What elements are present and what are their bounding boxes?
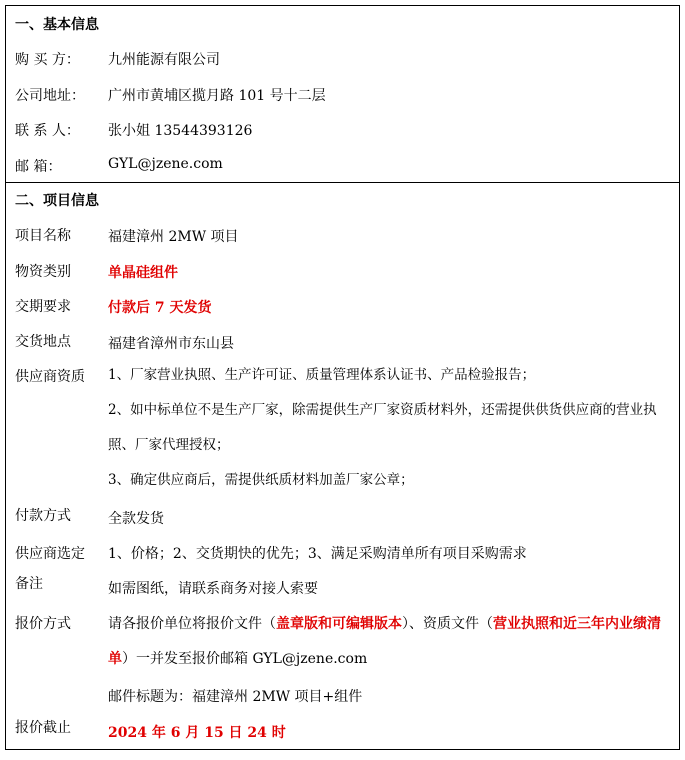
delivery-place-label: 交货地点 (15, 334, 71, 350)
quote-method-part2: ）、资质文件（ (402, 616, 493, 632)
quote-method-text (108, 607, 674, 677)
buyer-label: 购 买 方： (15, 52, 80, 68)
section-project-info-title: 二、项目信息 (15, 193, 99, 209)
buyer-value: 九州能源有限公司 (108, 52, 220, 68)
remark-value: 如需图纸，请联系商务对接人索要 (108, 581, 318, 597)
remark-label: 备注 (15, 576, 43, 592)
contact-label: 联 系 人： (15, 123, 80, 139)
qualification-item-2: 2、如中标单位不是生产厂家，除需提供生产厂家资质材料外，还需提供供货供应商的营业执照、厂家代理授权； (108, 402, 657, 453)
project-name-value: 福建漳州 2MW 项目 (108, 229, 239, 245)
quote-deadline-label: 报价截止 (15, 720, 71, 736)
section-divider (6, 182, 679, 183)
qualification-item-3: 3、确定供应商后，需提供纸质材料加盖厂家公章； (108, 472, 414, 488)
company-address-value: 广州市黄埔区揽月路 101 号十二层 (108, 88, 326, 104)
qualification-item-1: 1、厂家营业执照、生产许可证、质量管理体系认证书、产品检验报告； (108, 367, 536, 383)
delivery-requirement-value: 付款后 7 天发货 (108, 300, 212, 316)
quote-method-part1: 请各报价单位将报价文件（ (108, 616, 276, 632)
email-label: 邮 箱： (15, 159, 62, 175)
payment-method-label: 付款方式 (15, 508, 71, 524)
company-address-label: 公司地址： (15, 88, 85, 104)
supplier-qualification-list (108, 358, 674, 498)
supplier-selection-label: 供应商选定 (15, 546, 85, 562)
material-value: 单晶硅组件 (108, 265, 178, 281)
project-name-label: 项目名称 (15, 228, 71, 244)
payment-method-value: 全款发货 (108, 511, 164, 527)
quote-method-red-2: 营业执照和近三年内业绩清单 (108, 616, 661, 667)
section-basic-info-title: 一、基本信息 (15, 17, 99, 33)
supplier-qualification-label: 供应商资质 (15, 369, 85, 385)
document-form (5, 5, 680, 750)
contact-value: 张小姐 13544393126 (108, 123, 253, 139)
delivery-place-value: 福建省漳州市东山县 (108, 336, 234, 352)
material-label: 物资类别 (15, 264, 71, 280)
quote-method-red-1: 盖章版和可编辑版本 (276, 616, 402, 632)
email-subject-value: 邮件标题为：福建漳州 2MW 项目+组件 (108, 689, 363, 705)
supplier-selection-value: 1、价格；2、交货期快的优先；3、满足采购清单所有项目采购需求 (108, 546, 527, 562)
quote-deadline-value: 2024 年 6 月 15 日 24 时 (108, 725, 286, 741)
quote-method-part3: ）一并发至报价邮箱 GYL@jzene.com (122, 651, 368, 667)
delivery-requirement-label: 交期要求 (15, 299, 71, 315)
quote-method-label: 报价方式 (15, 616, 71, 632)
email-value[interactable]: GYL@jzene.com (108, 156, 223, 172)
